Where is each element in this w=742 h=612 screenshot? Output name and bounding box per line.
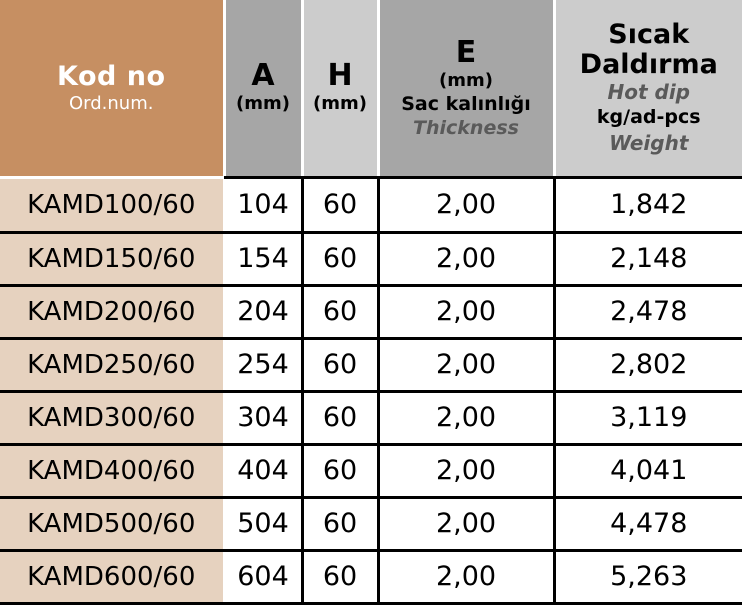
cell-e: 2,00 (378, 497, 554, 550)
cell-code: KAMD250/60 (0, 338, 224, 391)
cell-code: KAMD200/60 (0, 285, 224, 338)
column-header-weight-en: Hot dip (607, 80, 690, 105)
cell-code: KAMD150/60 (0, 232, 224, 285)
column-header-weight-unit: kg/ad-pcs (596, 106, 701, 129)
cell-e: 2,00 (378, 391, 554, 444)
cell-e: 2,00 (378, 232, 554, 285)
column-header-e (378, 0, 554, 176)
cell-weight: 4,478 (554, 497, 742, 550)
cell-weight: 5,263 (554, 550, 742, 603)
cell-h: 60 (302, 232, 378, 285)
cell-a: 254 (224, 338, 302, 391)
cell-weight: 4,041 (554, 444, 742, 497)
cell-weight: 3,119 (554, 391, 742, 444)
table-row (0, 497, 742, 550)
cell-h: 60 (302, 444, 378, 497)
cell-code: KAMD300/60 (0, 391, 224, 444)
table-header (0, 0, 742, 179)
cell-h: 60 (302, 179, 378, 232)
cell-weight: 1,842 (554, 179, 742, 232)
table-row (0, 550, 742, 603)
column-header-e-en: Thickness (413, 116, 519, 139)
table-row (0, 232, 742, 285)
table-row (0, 285, 742, 338)
column-header-e-tr: Sac kalınlığı (401, 92, 531, 115)
column-header-code-tr: Kod no (57, 60, 166, 92)
column-header-weight-en2: Weight (609, 131, 689, 156)
cell-a: 504 (224, 497, 302, 550)
column-header-a (224, 0, 302, 176)
cell-code: KAMD500/60 (0, 497, 224, 550)
cell-a: 404 (224, 444, 302, 497)
cell-a: 104 (224, 179, 302, 232)
table-row (0, 391, 742, 444)
cell-e: 2,00 (378, 285, 554, 338)
cell-h: 60 (302, 550, 378, 603)
column-header-a-unit: (mm) (236, 93, 290, 115)
cell-code: KAMD400/60 (0, 444, 224, 497)
column-header-e-letter: E (455, 34, 477, 70)
column-header-weight-tr-line1: Sıcak (608, 18, 690, 50)
column-header-weight-tr-line2: Daldırma (579, 48, 718, 80)
column-header-e-unit: (mm) (439, 69, 493, 91)
cell-code: KAMD100/60 (0, 179, 224, 232)
column-header-weight (554, 0, 742, 176)
cell-a: 604 (224, 550, 302, 603)
table-row (0, 444, 742, 497)
cell-weight: 2,478 (554, 285, 742, 338)
cell-e: 2,00 (378, 550, 554, 603)
cell-a: 204 (224, 285, 302, 338)
column-header-a-letter: A (251, 58, 275, 94)
cell-h: 60 (302, 285, 378, 338)
cell-a: 304 (224, 391, 302, 444)
cell-code: KAMD600/60 (0, 550, 224, 603)
table-row (0, 338, 742, 391)
table-body (0, 179, 742, 603)
cell-a: 154 (224, 232, 302, 285)
table-row (0, 179, 742, 232)
column-header-code-en: Ord.num. (69, 92, 154, 114)
cell-h: 60 (302, 497, 378, 550)
cell-e: 2,00 (378, 179, 554, 232)
cell-weight: 2,802 (554, 338, 742, 391)
cell-h: 60 (302, 391, 378, 444)
cell-e: 2,00 (378, 338, 554, 391)
column-header-h-unit: (mm) (313, 93, 367, 115)
cell-h: 60 (302, 338, 378, 391)
column-header-code (0, 0, 224, 176)
column-header-h-letter: H (327, 58, 353, 94)
cell-e: 2,00 (378, 444, 554, 497)
cell-weight: 2,148 (554, 232, 742, 285)
column-header-h (302, 0, 378, 176)
